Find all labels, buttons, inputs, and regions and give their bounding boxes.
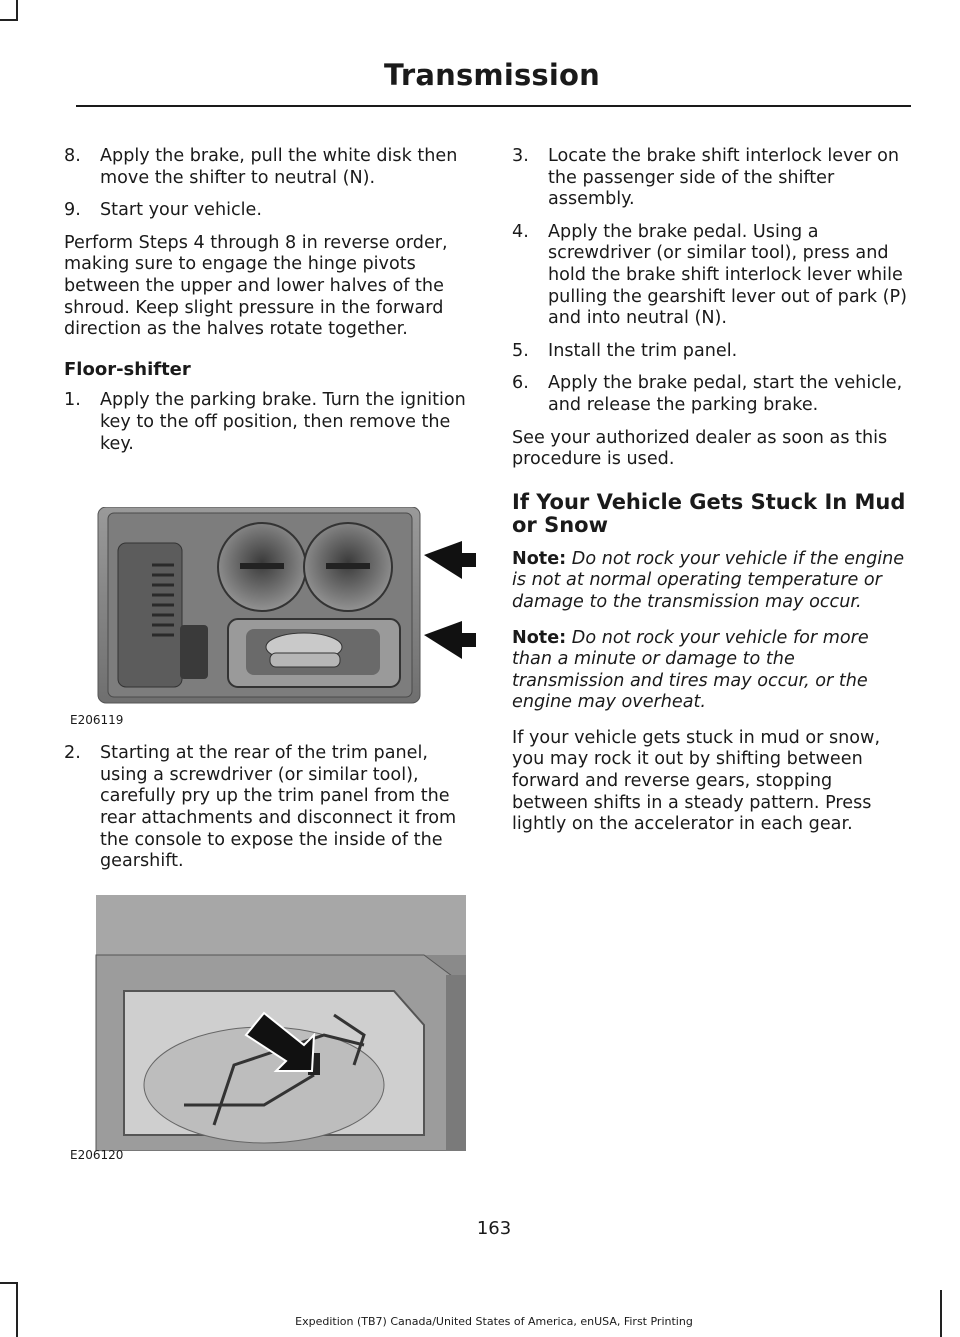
- arrow-icon: [424, 621, 476, 659]
- figure-shifter-internals: [64, 895, 476, 1165]
- step-number: 1.: [64, 390, 81, 411]
- step-4: [512, 222, 910, 330]
- step-text: Starting at the rear of the trim panel, using a screwdriver (or similar tool), carefully pry up the trim panel from the rear attachments and disconnect it from the console to expose the inside of the gearshift.: [100, 743, 457, 872]
- step-5: [512, 341, 910, 363]
- note-text: Do not rock your vehicle for more than a minute or damage to the transmission and tires may occur, or the engine may overheat.: [512, 627, 869, 713]
- step-3: [512, 146, 910, 211]
- note-2: [512, 628, 910, 714]
- step-2: [64, 743, 476, 873]
- note-label: Note:: [512, 627, 567, 648]
- step-text: Apply the brake, pull the white disk then move the shifter to neutral (N).: [100, 146, 458, 188]
- step-text: Install the trim panel.: [548, 340, 738, 361]
- note-1: [512, 549, 910, 614]
- step-number: 8.: [64, 146, 81, 166]
- shifter-illustration: [64, 895, 476, 1151]
- note-label: Note:: [512, 548, 567, 569]
- crop-mark: [16, 0, 18, 20]
- figure-code: E206120: [70, 1148, 124, 1163]
- step-9: [64, 200, 476, 222]
- crop-mark: [16, 1282, 18, 1337]
- step-number: 5.: [512, 340, 529, 361]
- step-text: Start your vehicle.: [100, 200, 262, 221]
- crop-mark: [940, 1290, 942, 1337]
- step-6: [512, 373, 910, 416]
- body-paragraph: Perform Steps 4 through 8 in reverse order, making sure to engage the hinge pivots between the upper and lower halves of the shroud. Keep slight pressure in the forward direction as the halves rotate together.: [64, 232, 448, 340]
- header-divider: [76, 105, 911, 107]
- step-number: 9.: [64, 200, 81, 221]
- note-text: Do not rock your vehicle if the engine is not at normal operating temperature or damage to the transmission may occur.: [512, 548, 905, 612]
- subheading-floor-shifter: Floor-shifter: [64, 358, 191, 380]
- body-paragraph: If your vehicle gets stuck in mud or snow, you may rock it out by shifting between forward and reverse gears, stopping between shifts in a steady pattern. Press lightly on the accelerator in each gear.: [512, 727, 881, 835]
- step-8: [64, 146, 476, 189]
- figure-code: E206119: [70, 712, 124, 727]
- console-illustration: [64, 507, 476, 713]
- step-text: Locate the brake shift interlock lever on the passenger side of the shifter assembly.: [548, 146, 900, 210]
- step-number: 3.: [512, 146, 529, 166]
- body-paragraph: See your authorized dealer as soon as this procedure is used.: [512, 427, 888, 470]
- step-1: [64, 390, 476, 455]
- left-column: [64, 146, 476, 1177]
- crop-mark: [0, 1282, 18, 1284]
- section-heading: If Your Vehicle Gets Stuck In Mud or Snow: [512, 489, 906, 537]
- step-text: Apply the brake pedal, start the vehicle, and release the parking brake.: [548, 373, 903, 415]
- arrow-icon: [424, 541, 476, 579]
- page-title: Transmission: [384, 58, 600, 92]
- step-number: 4.: [512, 221, 529, 242]
- step-number: 6.: [512, 373, 529, 394]
- footer-text: Expedition (TB7) Canada/United States of America, enUSA, First Printing: [295, 1315, 693, 1328]
- step-text: Apply the parking brake. Turn the ignition key to the off position, then remove the key.: [100, 390, 466, 454]
- crop-mark: [0, 19, 18, 21]
- right-column: [512, 146, 910, 850]
- step-text: Apply the brake pedal. Using a screwdriver (or similar tool), press and hold the brake shift interlock lever while pulling the gearshift lever out of park (P) and into neutral (N).: [548, 221, 907, 329]
- figure-console: [64, 507, 476, 729]
- step-number: 2.: [64, 743, 81, 764]
- page-number: 163: [476, 1218, 512, 1239]
